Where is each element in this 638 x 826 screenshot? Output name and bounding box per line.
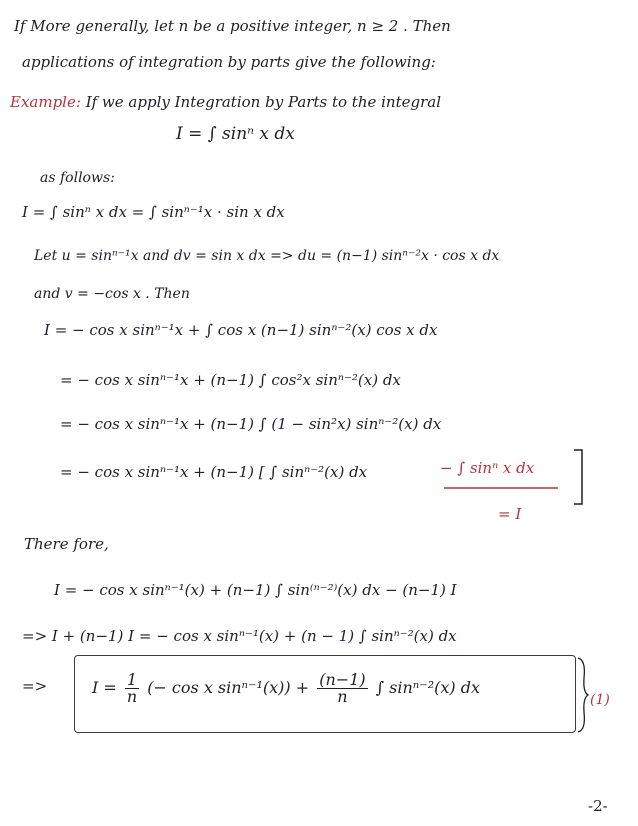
- derivation-step-3: = − cos x sinⁿ⁻¹x + (n−1) ∫ (1 − sin²x) sinⁿ⁻²(x) dx: [60, 415, 442, 433]
- derivation-step-2: = − cos x sinⁿ⁻¹x + (n−1) ∫ cos²x sinⁿ⁻²(x) dx: [60, 371, 401, 389]
- example-label: Example:: [10, 93, 81, 111]
- implication-line-1: => I + (n−1) I = − cos x sinⁿ⁻¹(x) + (n − 1) ∫ sinⁿ⁻²(x) dx: [22, 627, 457, 645]
- page-number: -2-: [588, 797, 608, 815]
- underline-brace: [440, 486, 562, 498]
- boxed-result: [92, 672, 480, 705]
- boxed-I: I =: [92, 678, 117, 697]
- example-text: If we apply Integration by Parts to the integral: [85, 93, 441, 111]
- and-v-line: and v = −cos x . Then: [34, 286, 190, 302]
- integral-definition: I = ∫ sinⁿ x dx: [176, 124, 295, 144]
- boxed-middle-term: (− cos x sinⁿ⁻¹(x)) +: [147, 678, 310, 697]
- intro-line-2: applications of integration by parts give the following:: [22, 53, 436, 71]
- therefore-label: There fore,: [24, 535, 109, 553]
- fraction-2-denominator: n: [337, 687, 348, 706]
- as-follows-label: as follows:: [40, 170, 115, 186]
- closing-bracket: [572, 448, 588, 508]
- fraction-one-over-n: [125, 672, 139, 705]
- fraction-2-numerator: (n−1): [319, 670, 366, 689]
- boxed-integral-term: ∫ sinⁿ⁻²(x) dx: [375, 678, 480, 697]
- example-line: [10, 92, 441, 112]
- derivation-step-1: I = − cos x sinⁿ⁻¹x + ∫ cos x (n−1) sinⁿ⁻²(x) cos x dx: [44, 321, 438, 339]
- let-substitution-line: Let u = sinⁿ⁻¹x and dv = sin x dx => du = (n−1) sinⁿ⁻²x · cos x dx: [34, 248, 500, 264]
- intro-line-1: If More generally, let n be a positive integer, n ≥ 2 . Then: [14, 17, 451, 35]
- therefore-equation: I = − cos x sinⁿ⁻¹(x) + (n−1) ∫ sin⁽ⁿ⁻²⁾(x) dx − (n−1) I: [54, 581, 457, 599]
- equals-I-label: = I: [498, 505, 522, 523]
- first-rewrite: I = ∫ sinⁿ x dx = ∫ sinⁿ⁻¹x · sin x dx: [22, 203, 285, 221]
- derivation-step-4: = − cos x sinⁿ⁻¹x + (n−1) [ ∫ sinⁿ⁻²(x) dx: [60, 463, 368, 481]
- fraction-1-numerator: 1: [126, 670, 138, 689]
- fraction-1-denominator: n: [126, 687, 138, 706]
- implication-arrow: =>: [22, 677, 48, 695]
- right-brace: [576, 656, 590, 734]
- fraction-n-minus-1-over-n: [317, 672, 367, 705]
- equation-number: (1): [590, 692, 610, 708]
- highlighted-integral: − ∫ sinⁿ x dx: [440, 459, 535, 477]
